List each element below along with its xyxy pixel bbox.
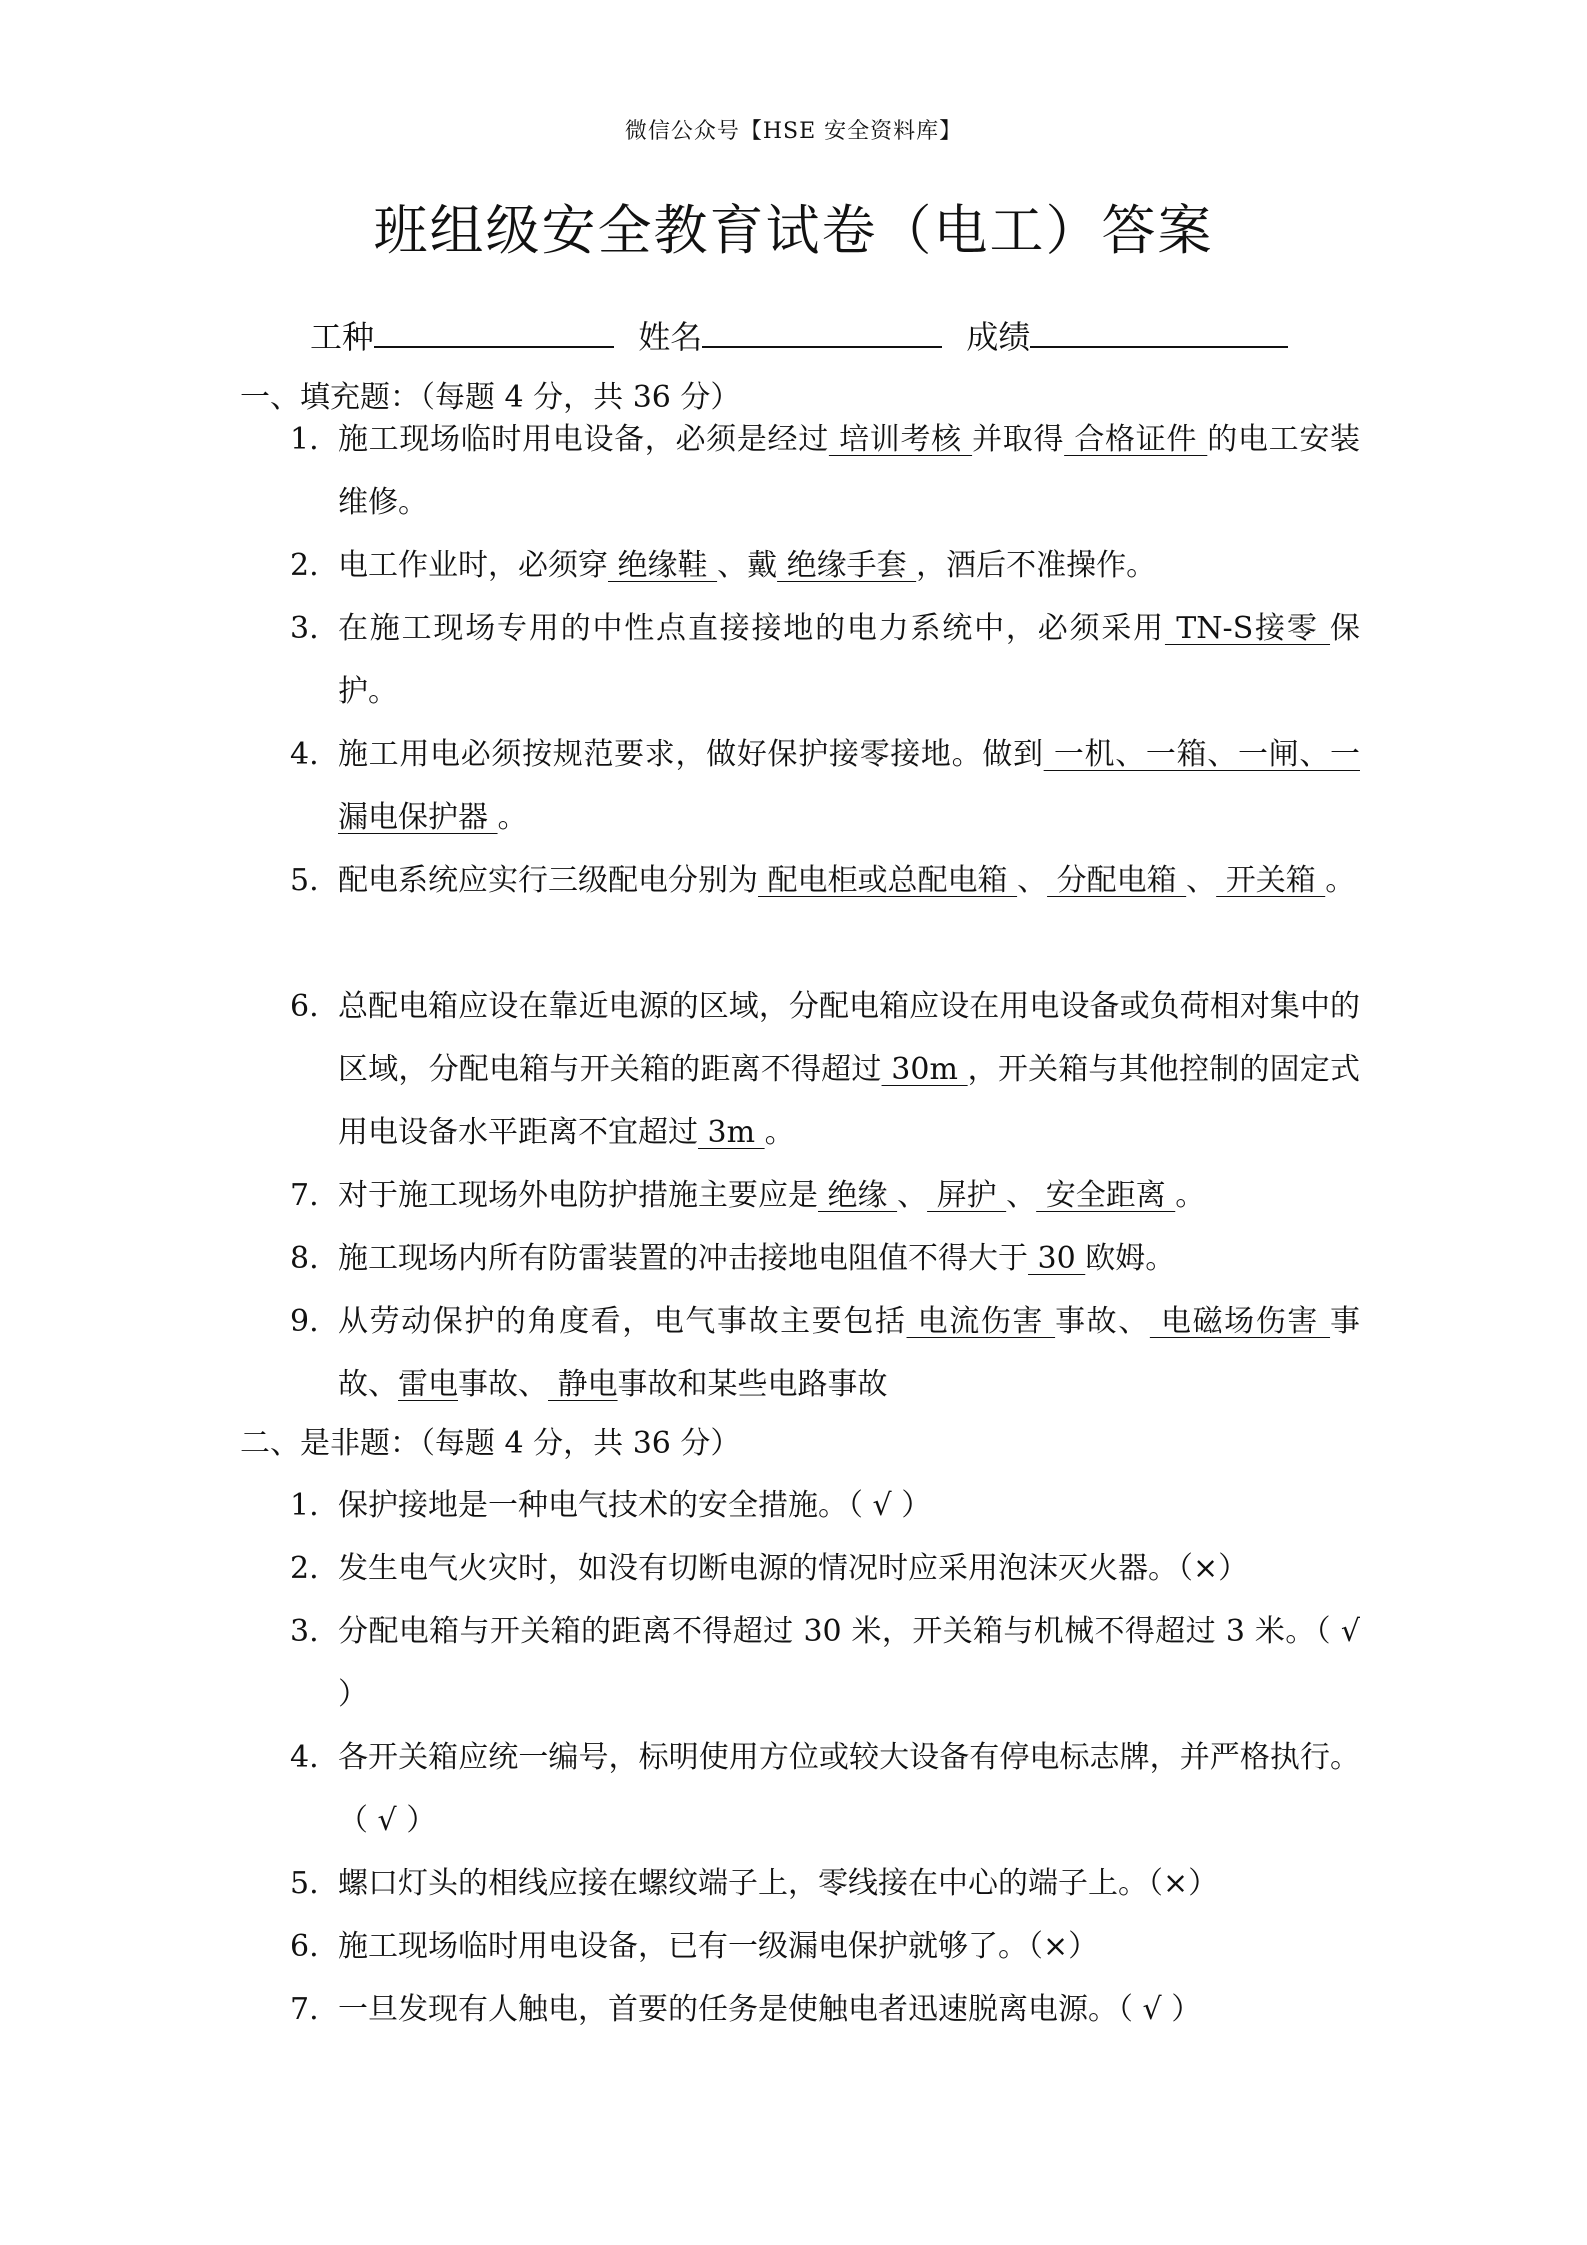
trade-label: 工种	[310, 318, 375, 356]
answer: 绝缘手套	[777, 548, 917, 583]
fill-question-6	[290, 975, 1360, 1164]
question-text: 事故、	[1055, 1304, 1150, 1339]
fill-question-7	[290, 1164, 1360, 1227]
question-number: 2.	[290, 548, 319, 583]
question-number: 4.	[290, 1740, 319, 1775]
question-text: 保护。	[338, 611, 1361, 709]
question-number: 3.	[290, 611, 319, 646]
question-text: 、	[1017, 863, 1048, 898]
info-row	[310, 312, 1302, 358]
question-text: ，酒后不准操作。	[916, 548, 1157, 583]
answer: 屏护	[927, 1178, 1007, 1213]
question-text: 并取得	[972, 422, 1065, 457]
answer: 配电柜或总配电箱	[758, 863, 1018, 898]
question-text: 一旦发现有人触电，首要的任务是使触电者迅速脱离电源。（ √ ）	[338, 1992, 1202, 2027]
answer: 电磁场伤害	[1149, 1304, 1331, 1339]
tf-question-3	[290, 1600, 1360, 1726]
question-text: 各开关箱应统一编号，标明使用方位或较大设备有停电标志牌，并严格执行。（ √ ）	[338, 1740, 1360, 1838]
answer: TN-S接零	[1164, 611, 1331, 646]
question-text: 对于施工现场外电防护措施主要应是	[338, 1178, 818, 1213]
score-field[interactable]	[1030, 316, 1288, 348]
question-number: 9.	[290, 1304, 319, 1339]
answer: 雷电	[398, 1367, 458, 1402]
question-text: 保护接地是一种电气技术的安全措施。（ √ ）	[338, 1488, 932, 1523]
question-number: 5.	[290, 1866, 319, 1901]
answer: 电流伤害	[906, 1304, 1056, 1339]
question-text: 施工现场内所有防雷装置的冲击接地电阻值不得大于	[338, 1241, 1028, 1276]
answer: 静电	[548, 1367, 618, 1402]
question-number: 3.	[290, 1614, 319, 1649]
question-text: 施工用电必须按规范要求，做好保护接零接地。做到	[338, 737, 1044, 772]
trade-field[interactable]	[374, 316, 614, 348]
section2-heading: 二、是非题：（每题 4 分，共 36 分）	[240, 1426, 741, 1461]
tf-question-7	[290, 1978, 1360, 2041]
question-number: 6.	[290, 989, 319, 1024]
question-number: 7.	[290, 1178, 319, 1213]
question-text: 配电系统应实行三级配电分别为	[338, 863, 758, 898]
answer: 合格证件	[1064, 422, 1208, 457]
section1-heading: 一、填充题：（每题 4 分，共 36 分）	[240, 380, 741, 415]
question-text: 总配电箱应设在靠近电源的区域，分配电箱应设在用电设备或负荷相对集中的区域，分配电箱与开关箱的距离不得超过	[338, 989, 1360, 1087]
question-text: 、	[897, 1178, 928, 1213]
question-number: 4.	[290, 737, 319, 772]
question-number: 6.	[290, 1929, 319, 1964]
question-text: 的电工安装维修。	[338, 422, 1361, 520]
answer: 分配电箱	[1047, 863, 1187, 898]
question-number: 2.	[290, 1551, 319, 1586]
name-field[interactable]	[702, 316, 942, 348]
question-text: 事故和某些电路事故	[617, 1367, 888, 1402]
question-text: 施工现场临时用电设备，必须是经过	[338, 422, 829, 457]
question-text: 。	[1175, 1178, 1206, 1213]
fill-question-2	[290, 534, 1360, 597]
question-text: 在施工现场专用的中性点直接接地的电力系统中，必须采用	[338, 611, 1165, 646]
fill-question-4	[290, 723, 1360, 849]
answer: 绝缘	[818, 1178, 898, 1213]
question-text: 施工现场临时用电设备，已有一级漏电保护就够了。（×）	[338, 1929, 1099, 1964]
answer: 安全距离	[1036, 1178, 1176, 1213]
fill-question-3	[290, 597, 1360, 723]
question-text: 欧姆。	[1085, 1241, 1176, 1276]
question-number: 8.	[290, 1241, 319, 1276]
question-text: 、	[1186, 863, 1217, 898]
tf-question-1	[290, 1474, 1360, 1537]
fill-question-8	[290, 1227, 1360, 1290]
answer: 一机、一箱、一闸、一漏电保护器	[338, 737, 1360, 835]
answer: 绝缘鞋	[608, 548, 718, 583]
question-text: 。	[497, 800, 528, 835]
question-text: 发生电气火灾时，如没有切断电源的情况时应采用泡沫灭火器。（×）	[338, 1551, 1249, 1586]
answer: 开关箱	[1216, 863, 1326, 898]
tf-question-6	[290, 1915, 1360, 1978]
fill-question-1	[290, 408, 1360, 534]
page-title: 班组级安全教育试卷（电工）答案	[373, 199, 1214, 262]
answer: 3m	[698, 1115, 765, 1150]
question-text: 。	[764, 1115, 795, 1150]
question-text: 事故、	[458, 1367, 548, 1402]
name-label: 姓名	[638, 318, 703, 356]
question-text: 从劳动保护的角度看，电气事故主要包括	[338, 1304, 907, 1339]
answer: 培训考核	[828, 422, 973, 457]
score-label: 成绩	[966, 318, 1031, 356]
question-text: 。	[1325, 863, 1356, 898]
fill-question-9	[290, 1290, 1360, 1416]
question-text: 分配电箱与开关箱的距离不得超过 30 米，开关箱与机械不得超过 3 米。（ √ ）	[338, 1614, 1360, 1712]
tf-question-4	[290, 1726, 1360, 1852]
page-header: 微信公众号【HSE 安全资料库】	[624, 119, 963, 144]
question-number: 5.	[290, 863, 319, 898]
answer: 30	[1028, 1241, 1086, 1276]
tf-question-5	[290, 1852, 1360, 1915]
fill-question-5	[290, 849, 1360, 912]
question-number: 7.	[290, 1992, 319, 2027]
question-number: 1.	[290, 422, 319, 457]
question-text: 电工作业时，必须穿	[338, 548, 608, 583]
question-text: ，开关箱与其他控制的固定式用电设备水平距离不宜超过	[338, 1052, 1361, 1150]
question-text: 、戴	[717, 548, 778, 583]
question-text: 、	[1006, 1178, 1037, 1213]
question-text: 事故、	[338, 1304, 1361, 1402]
answer: 30m	[881, 1052, 968, 1087]
question-number: 1.	[290, 1488, 319, 1523]
tf-question-2	[290, 1537, 1360, 1600]
question-text: 螺口灯头的相线应接在螺纹端子上，零线接在中心的端子上。（×）	[338, 1866, 1219, 1901]
